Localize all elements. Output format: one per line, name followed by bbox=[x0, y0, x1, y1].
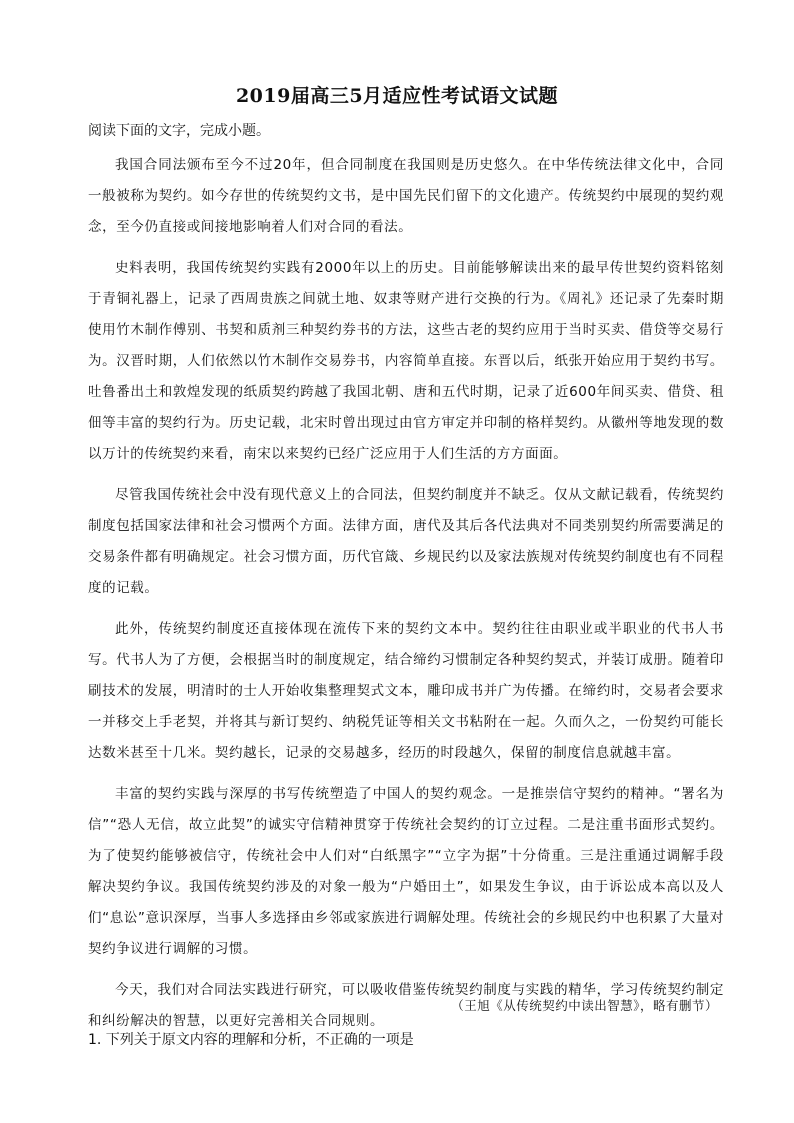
article-paragraph-4: 此外，传统契约制度还直接体现在流传下来的契约文本中。契约往往由职业或半职业的代书人书写。代书人为了方便，会根据当时的制度规定，结合缔约习惯制定各种契约契式，并装订成册。随着印刷技术的发展，明清时的士人开始收集整理契式文本，雕印成书并广为传播。在缔约时，交易者会要求一并移交上手老契，并将其与新订契约、纳税凭证等相关文书粘附在一起。久而久之，一份契约可能长达数米甚至十几米。契约越长，记录的交易越多，经历的时段越久，保留的制度信息就越丰富。 bbox=[88, 621, 724, 761]
article-paragraph-1: 我国合同法颁布至今不过20年，但合同制度在我国则是历史悠久。在中华传统法律文化中，合同一般被称为契约。如今存世的传统契约文书，是中国先民们留下的文化遗产。传统契约中展现的契约观念，至今仍直接或间接地影响着人们对合同的看法。 bbox=[88, 157, 724, 235]
article-paragraph-3: 尽管我国传统社会中没有现代意义上的合同法，但契约制度并不缺乏。仅从文献记载看，传统契约制度包括国家法律和社会习惯两个方面。法律方面，唐代及其后各代法典对不同类别契约所需要满足的交易条件都有明确规定。社会习惯方面，历代官箴、乡规民约以及家法族规对传统契约制度也有不同程度的记载。 bbox=[88, 487, 724, 596]
article-body bbox=[88, 150, 724, 1047]
article-paragraph-6: 今天，我们对合同法实践进行研究，可以吸收借鉴传统契约制度与实践的精华，学习传统契约制定和纠纷解决的智慧，以更好完善相关合同规则。 bbox=[88, 982, 724, 1029]
reading-instruction: 阅读下面的文字，完成小题。 bbox=[88, 123, 270, 139]
article-paragraph-5: 丰富的契约实践与深厚的书写传统塑造了中国人的契约观念。一是推崇信守契约的精神。“署名为信”“恐人无信，故立此契”的诚实守信精神贯穿于传统社会契约的订立过程。二是注重书面形式契约。为了使契约能够被信守，传统社会中人们对“白纸黑字”“立字为据”十分倚重。三是注重通过调解手段解决契约争议。我国传统契约涉及的对象一般为“户婚田土”，如果发生争议，由于诉讼成本高以及人们“息讼”意识深厚，当事人多选择由乡邻或家族进行调解处理。传统社会的乡规民约中也积累了大量对契约争议进行调解的习惯。 bbox=[88, 786, 724, 957]
article-source-citation: （王旭《从传统契约中读出智慧》，略有删节） bbox=[451, 998, 718, 1013]
question-1-stem: 1. 下列关于原文内容的理解和分析，不正确的一项是 bbox=[88, 1032, 414, 1048]
article-paragraph-2: 史料表明，我国传统契约实践有2000年以上的历史。目前能够解读出来的最早传世契约资料铭刻于青铜礼器上，记录了西周贵族之间就土地、奴隶等财产进行交换的行为。《周礼》还记录了先秦时期使用竹木制作傅别、书契和质剂三种契约券书的方法，这些古老的契约应用于当时买卖、借贷等交易行为。汉晋时期，人们依然以竹木制作交易券书，内容简单直接。东晋以后，纸张开始应用于契约书写。吐鲁番出土和敦煌发现的纸质契约跨越了我国北朝、唐和五代时期，记录了近600年间买卖、借贷、租佃等丰富的契约行为。历史记载，北宋时曾出现过由官方审定并印制的格样契约。从徽州等地发现的数以万计的传统契约来看，南宋以来契约已经广泛应用于人们生活的方方面面。 bbox=[88, 260, 724, 462]
page-title: 2019届高三5月适应性考试语文试题 bbox=[235, 85, 559, 107]
